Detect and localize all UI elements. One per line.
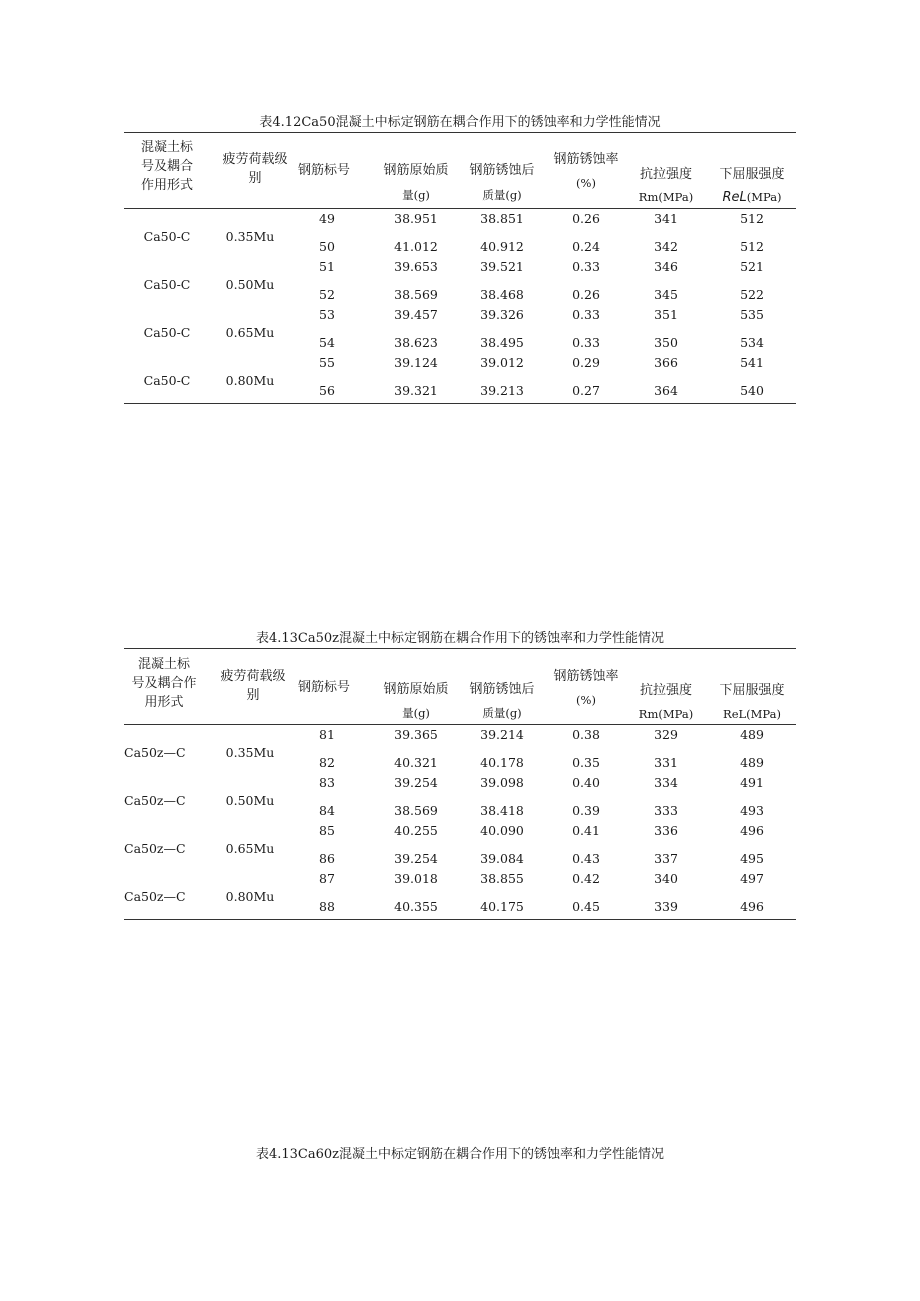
header-corrosion-rate: 钢筋锈蚀率 [553,152,619,167]
group-concrete-type: Ca50z—C [124,841,186,856]
cell-corrosion-rate: 0.33 [572,307,600,322]
group-fatigue-load: 0.50Mu [225,277,275,292]
cell-corroded-mass: 38.418 [480,803,524,818]
header-corroded-mass: 钢筋锈蚀后 [469,163,535,178]
header-fatigue-load: 疲劳荷载级 别 [220,669,286,703]
cell-yield-strength: 512 [740,239,764,254]
cell-bar-id: 87 [319,871,335,886]
cell-corrosion-rate: 0.24 [572,239,600,254]
cell-bar-id: 49 [319,211,335,226]
cell-tensile-strength: 342 [654,239,678,254]
cell-original-mass: 39.018 [394,871,438,886]
header-tensile-strength-unit: Rm(MPa) [638,707,694,721]
header-corroded-mass-unit: 质量(g) [482,706,522,720]
cell-bar-id: 83 [319,775,335,790]
cell-yield-strength: 541 [740,355,764,370]
cell-corrosion-rate: 0.43 [572,851,600,866]
cell-original-mass: 38.569 [394,287,438,302]
header-corrosion-rate-unit: (%) [576,176,596,190]
cell-yield-strength: 497 [740,871,764,886]
table2 [124,648,796,920]
cell-yield-strength: 534 [740,335,764,350]
header-bar-id: 钢筋标号 [297,163,350,178]
cell-original-mass: 39.321 [394,383,438,398]
header-original-mass: 钢筋原始质 [383,682,449,697]
header-tensile-strength: 抗拉强度 [639,167,692,182]
cell-bar-id: 54 [319,335,335,350]
group-fatigue-load: 0.35Mu [225,745,275,760]
cell-bar-id: 56 [319,383,335,398]
cell-original-mass: 39.124 [394,355,438,370]
cell-corroded-mass: 38.855 [480,871,524,886]
cell-bar-id: 50 [319,239,335,254]
cell-corroded-mass: 38.495 [480,335,524,350]
cell-yield-strength: 496 [740,823,764,838]
group-fatigue-load: 0.65Mu [225,325,275,340]
cell-corroded-mass: 39.098 [480,775,524,790]
cell-bar-id: 52 [319,287,335,302]
header-corroded-mass: 钢筋锈蚀后 [469,682,535,697]
cell-bar-id: 86 [319,851,335,866]
cell-tensile-strength: 329 [654,727,678,742]
header-original-mass-unit: 量(g) [402,188,430,202]
header-yield-strength: 下屈服强度 [719,683,785,698]
cell-corroded-mass: 38.851 [480,211,524,226]
cell-tensile-strength: 350 [654,335,678,350]
group-fatigue-load: 0.65Mu [225,841,275,856]
cell-corrosion-rate: 0.42 [572,871,600,886]
cell-corroded-mass: 40.175 [480,899,524,914]
cell-corrosion-rate: 0.39 [572,803,600,818]
cell-corroded-mass: 39.214 [480,727,524,742]
cell-tensile-strength: 334 [654,775,678,790]
cell-original-mass: 38.623 [394,335,438,350]
cell-original-mass: 39.653 [394,259,438,274]
group-fatigue-load: 0.80Mu [225,889,275,904]
group-concrete-type: Ca50-C [143,229,191,244]
header-corroded-mass-unit: 质量(g) [482,188,522,202]
header-tensile-strength: 抗拉强度 [639,683,692,698]
cell-original-mass: 40.321 [394,755,438,770]
table1-caption: 表4.12Ca50混凝土中标定钢筋在耦合作用下的锈蚀率和力学性能情况 [259,115,661,130]
cell-bar-id: 51 [319,259,335,274]
cell-yield-strength: 493 [740,803,764,818]
header-yield-strength-unit: ReL(MPa) [723,707,781,721]
cell-corrosion-rate: 0.45 [572,899,600,914]
header-bar-id: 钢筋标号 [297,680,350,695]
table1 [124,132,796,404]
header-concrete-type: 混凝土标 号及耦合 作用形式 [140,140,193,193]
cell-bar-id: 84 [319,803,335,818]
cell-original-mass: 38.951 [394,211,438,226]
group-concrete-type: Ca50-C [143,373,191,388]
cell-corroded-mass: 39.084 [480,851,524,866]
header-original-mass: 钢筋原始质 [383,163,449,178]
cell-tensile-strength: 339 [654,899,678,914]
cell-tensile-strength: 351 [654,307,678,322]
table2-caption: 表4.13Ca50z混凝土中标定钢筋在耦合作用下的锈蚀率和力学性能情况 [255,631,665,646]
group-fatigue-load: 0.50Mu [225,793,275,808]
group-fatigue-load: 0.80Mu [225,373,275,388]
table3-caption: 表4.13Ca60z混凝土中标定钢筋在耦合作用下的锈蚀率和力学性能情况 [255,1147,665,1162]
cell-yield-strength: 489 [740,755,764,770]
cell-tensile-strength: 340 [654,871,678,886]
cell-tensile-strength: 337 [654,851,678,866]
cell-bar-id: 85 [319,823,335,838]
cell-original-mass: 39.365 [394,727,438,742]
header-yield-strength: 下屈服强度 [719,167,785,182]
cell-tensile-strength: 346 [654,259,678,274]
group-concrete-type: Ca50-C [143,277,191,292]
cell-original-mass: 40.255 [394,823,438,838]
header-fatigue-load: 疲劳荷载级 别 [222,152,288,186]
cell-corrosion-rate: 0.41 [572,823,600,838]
cell-corroded-mass: 39.326 [480,307,524,322]
cell-corroded-mass: 39.012 [480,355,524,370]
cell-corrosion-rate: 0.35 [572,755,600,770]
cell-yield-strength: 522 [740,287,764,302]
cell-corroded-mass: 39.213 [480,383,524,398]
header-yield-strength-unit: ReL(MPa) [722,190,782,205]
cell-tensile-strength: 345 [654,287,678,302]
cell-bar-id: 55 [319,355,335,370]
cell-tensile-strength: 341 [654,211,678,226]
cell-corrosion-rate: 0.26 [572,211,600,226]
header-original-mass-unit: 量(g) [402,706,430,720]
cell-tensile-strength: 333 [654,803,678,818]
cell-original-mass: 39.254 [394,851,438,866]
cell-yield-strength: 512 [740,211,764,226]
group-concrete-type: Ca50z—C [124,793,186,808]
cell-corroded-mass: 39.521 [480,259,524,274]
group-concrete-type: Ca50z—C [124,745,186,760]
table2-header [124,649,796,725]
cell-corrosion-rate: 0.40 [572,775,600,790]
cell-corroded-mass: 40.090 [480,823,524,838]
cell-tensile-strength: 366 [654,355,678,370]
cell-corrosion-rate: 0.26 [572,287,600,302]
cell-original-mass: 40.355 [394,899,438,914]
cell-corroded-mass: 38.468 [480,287,524,302]
header-corrosion-rate: 钢筋锈蚀率 [553,669,619,684]
cell-yield-strength: 496 [740,899,764,914]
header-corrosion-rate-unit: (%) [576,693,596,707]
cell-corroded-mass: 40.912 [480,239,524,254]
cell-tensile-strength: 364 [654,383,678,398]
cell-original-mass: 39.457 [394,307,438,322]
cell-tensile-strength: 331 [654,755,678,770]
cell-yield-strength: 491 [740,775,764,790]
cell-corrosion-rate: 0.29 [572,355,600,370]
cell-bar-id: 81 [319,727,335,742]
group-concrete-type: Ca50z—C [124,889,186,904]
cell-tensile-strength: 336 [654,823,678,838]
header-concrete-type: 混凝土标 号及耦合作 用形式 [131,657,197,710]
cell-corroded-mass: 40.178 [480,755,524,770]
cell-corrosion-rate: 0.38 [572,727,600,742]
table1-header [124,133,796,209]
cell-corrosion-rate: 0.33 [572,335,600,350]
cell-yield-strength: 535 [740,307,764,322]
cell-original-mass: 38.569 [394,803,438,818]
cell-yield-strength: 540 [740,383,764,398]
cell-corrosion-rate: 0.33 [572,259,600,274]
cell-bar-id: 82 [319,755,335,770]
cell-yield-strength: 489 [740,727,764,742]
cell-original-mass: 39.254 [394,775,438,790]
cell-bar-id: 88 [319,899,335,914]
cell-bar-id: 53 [319,307,335,322]
cell-yield-strength: 521 [740,259,764,274]
header-tensile-strength-unit: Rm(MPa) [638,190,694,204]
cell-original-mass: 41.012 [394,239,438,254]
cell-corrosion-rate: 0.27 [572,383,600,398]
group-concrete-type: Ca50-C [143,325,191,340]
group-fatigue-load: 0.35Mu [225,229,275,244]
cell-yield-strength: 495 [740,851,764,866]
